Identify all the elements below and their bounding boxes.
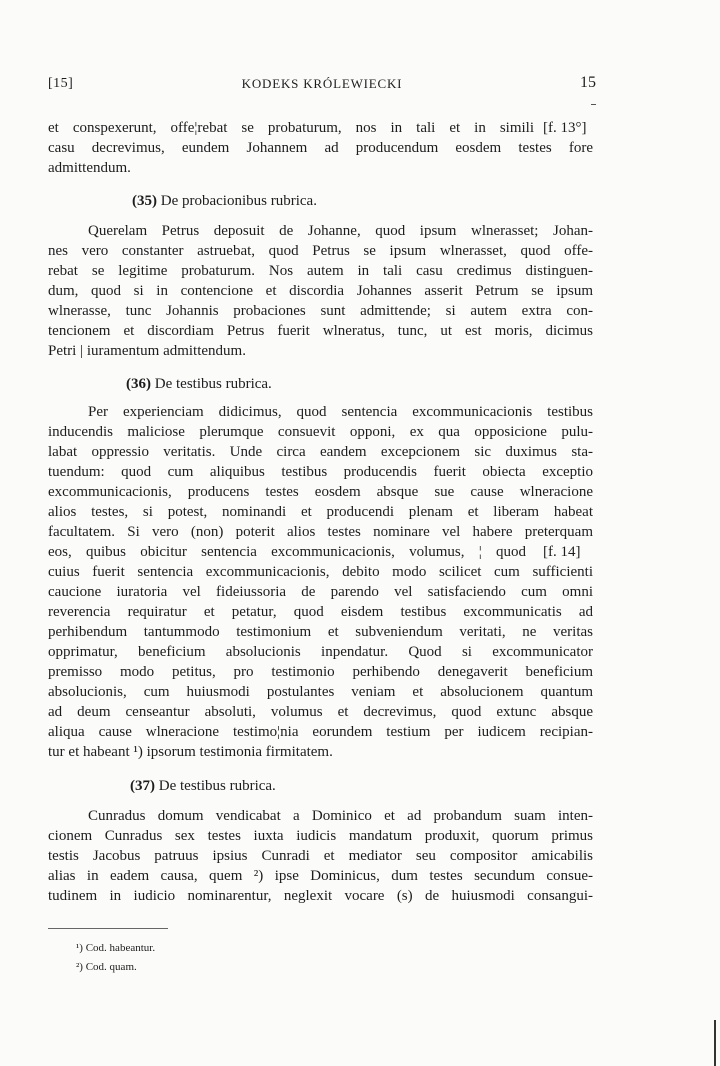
text-line: perhibendum tantummodo testimonium et subveniendum veritati, ne veritas — [48, 624, 593, 640]
page-number: 15 — [580, 74, 596, 91]
section-title: De probacionibus rubrica. — [160, 193, 317, 209]
section-title: De testibus rubrica. — [154, 376, 272, 392]
text-line: testis Jacobus patruus ipsius Cunradi et mediator seu compositor amicabilis — [48, 848, 593, 864]
text-line: labat oppressio veritatis. Unde circa eandem excepcionem sic duximus sta- — [48, 444, 593, 460]
text-line: dum, quod si in contencione et discordia Johannes asserit Petrum se ipsum — [48, 283, 593, 299]
text-line: cuius fuerit sentencia excommunicacionis, debito modo scilicet cum sufficienti — [48, 564, 593, 580]
folio-marker: [f. 14] — [543, 544, 581, 560]
footnote — [76, 960, 137, 974]
text-line: nes vero constanter astruebat, quod Petrus se ipsum wlnerasset, quod offe- — [48, 243, 593, 259]
text-line: excommunicacionis, producens testes eosdem absque sue cause wlneracione — [48, 484, 593, 500]
running-title: KODEKS KRÓLEWIECKI — [241, 76, 403, 91]
text-line: absolucionis, cum huiusmodi postulantes veniam et absolucionem quantum — [48, 684, 593, 700]
text-line: rebat se legitime probaturum. Nos autem in tali casu credimus distinguen- — [48, 263, 593, 279]
footnote-mark: ¹) — [76, 942, 83, 954]
text-line: wlnerasse, tunc Johannis probaciones sunt admittende; si autem extra con- — [48, 303, 593, 319]
footnote-text: Cod. habeantur. — [85, 942, 156, 954]
text-line: alios testes, si potest, nominandi et producendi plenam et liberam habeat — [48, 504, 593, 520]
section-heading-36 — [126, 374, 272, 394]
text-line: alias in eadem causa, quem ²) ipse Dominicus, dum testes secundum consue- — [48, 868, 593, 884]
text-line: eos, quibus obicitur sentencia excommunicacionis, volumus, ¦ quod — [48, 544, 526, 560]
text-line: Cunradus domum vendicabat a Dominico et ad probandum suam inten- — [88, 808, 593, 824]
text-line: Petri | iuramentum admittendum. — [48, 343, 246, 359]
text-line: reverencia requiratur et petatur, quod eisdem testibus excommunicatis ad — [48, 604, 593, 620]
text-line: tuendum: quod cum aliquibus testibus producendis fuerit obiecta exceptio — [48, 464, 593, 480]
text-line: inducendis maliciose plerumque consuevit opponi, ex qua opposicione pulu- — [48, 424, 593, 440]
text-line: premisso modo petitus, pro testimonio perhibendo denegaverit beneficium — [48, 664, 593, 680]
header-mark — [591, 104, 596, 105]
folio-marker: [f. 13°] — [543, 120, 587, 136]
text-line: tencionem et discordiam Petrus fuerit wlneratus, tunc, ut est moris, dicimus — [48, 323, 593, 339]
scan-edge — [714, 1020, 716, 1066]
page-number-bracketed: [15] — [48, 76, 74, 91]
text-line: tur et habeant ¹) ipsorum testimonia firmitatem. — [48, 744, 333, 760]
text-line: et conspexerunt, offe¦rebat se probaturum, nos in tali et in simili — [48, 120, 534, 136]
text-line: aliqua cause wlneracione testimo¦nia eorundem testium per iudicem recipian- — [48, 724, 593, 740]
footnote-text: Cod. quam. — [85, 961, 137, 973]
section-heading-37 — [130, 776, 276, 796]
section-number: (35) — [132, 193, 157, 209]
footnote — [76, 941, 155, 955]
footnote-rule — [48, 928, 168, 929]
text-line: opprimatur, beneficium absolucionis inpendatur. Quod si excommunicator — [48, 644, 593, 660]
text-line: Querelam Petrus deposuit de Johanne, quod ipsum wlnerasset; Johan- — [88, 223, 593, 239]
section-heading-35 — [132, 191, 317, 211]
footnote-mark: ²) — [76, 961, 83, 973]
text-line: ad deum censeantur absoluti, volumus et decrevimus, quod extunc absque — [48, 704, 593, 720]
section-number: (36) — [126, 376, 151, 392]
text-line: Per experienciam didicimus, quod sentencia excommunicacionis testibus — [88, 404, 593, 420]
text-line: caucione iuratoria vel fideiussoria de parendo vel satisfaciendo cum omni — [48, 584, 593, 600]
text-line: admittendum. — [48, 160, 131, 176]
section-number: (37) — [130, 778, 155, 794]
text-line: facultatem. Si vero (non) poterit alios testes nominare vel habere preterquam — [48, 524, 593, 540]
text-line: cionem Cunradus sex testes iuxta iudicis mandatum produxit, quorum primus — [48, 828, 593, 844]
running-header — [48, 76, 596, 100]
text-line: casu decrevimus, eundem Johannem ad producendum eosdem testes fore — [48, 140, 593, 156]
text-line: tudinem in iudicio nominarentur, neglexit vocare (s) de huiusmodi consangui- — [48, 888, 593, 904]
section-title: De testibus rubrica. — [158, 778, 276, 794]
